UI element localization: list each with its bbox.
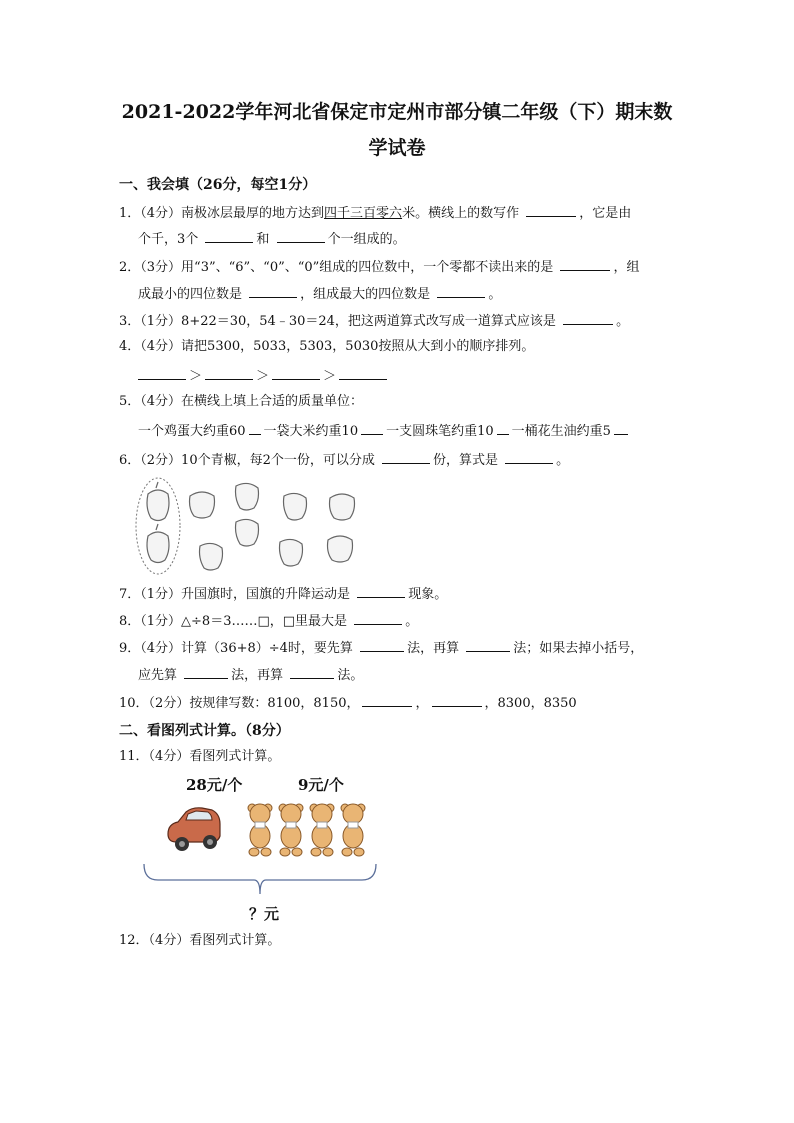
question-1-continued: 个千，3个 和 个一组成的。 (138, 229, 406, 249)
section-heading-picture-calc: 二、看图列式计算。（8分） (119, 723, 290, 739)
answer-blank[interactable] (362, 693, 412, 707)
bear-price-label: 9元/个 (298, 776, 344, 794)
answer-blank[interactable] (205, 229, 253, 243)
question-12: 12．（4分）看图列式计算。 (119, 933, 281, 948)
section-heading-fill: 一、我会填（26分，每空1分） (119, 177, 317, 193)
question-5: 5．（4分）在横线上填上合适的质量单位： (119, 394, 364, 409)
pepper-icon (328, 536, 353, 562)
answer-blank[interactable] (205, 366, 253, 380)
pepper-icon (147, 482, 169, 521)
answer-blank[interactable] (432, 693, 482, 707)
question-9-continued: 应先算 法，再算 法。 (138, 665, 363, 685)
teddy-bear-icon (341, 804, 365, 856)
green-peppers-illustration (134, 476, 374, 576)
total-unknown-label: ？元 (249, 905, 280, 923)
answer-blank[interactable] (614, 421, 628, 435)
question-6: 6．（2分）10个青椒，每2个一份，可以分成 份，算式是 。 (119, 450, 569, 470)
question-2: 2．（3分）用“3”、“6”、“0”、“0”组成的四位数中，一个零都不读出来的是 ，组 (119, 257, 639, 277)
pepper-icon (190, 492, 215, 518)
question-3: 3．（1分）8+22＝30，54﹣30＝24，把这两道算式改写成一道算式应该是 。 (119, 311, 629, 331)
answer-blank[interactable] (272, 366, 320, 380)
answer-blank[interactable] (497, 421, 509, 435)
teddy-bears-illustration (244, 800, 370, 858)
answer-blank[interactable] (138, 366, 186, 380)
page-title: 2021-2022学年河北省保定市定州市部分镇二年级（下）期末数 (121, 101, 673, 123)
question-8: 8．（1分）△÷8＝3……□，□里最大是 。 (119, 611, 418, 631)
pepper-icon (147, 524, 169, 563)
answer-blank[interactable] (466, 638, 510, 652)
pepper-icon (200, 543, 223, 570)
answer-blank[interactable] (382, 450, 430, 464)
answer-blank[interactable] (354, 611, 402, 625)
question-5-items: 一个鸡蛋大约重60 一袋大米约重10 一支圆珠笔约重10 一桶花生油约重5 (138, 421, 631, 441)
teddy-bear-icon (248, 804, 272, 856)
answer-blank[interactable] (360, 638, 404, 652)
answer-blank[interactable] (249, 284, 297, 298)
answer-blank[interactable] (361, 421, 383, 435)
answer-blank[interactable] (357, 584, 405, 598)
question-10: 10．（2分）按规律写数：8100，8150， ， ，8300，8350 (119, 693, 577, 713)
underlined-number: 四千三百零六 (324, 206, 403, 221)
question-2-continued: 成最小的四位数是 ，组成最大的四位数是 。 (138, 284, 501, 304)
teddy-bear-icon (310, 804, 334, 856)
answer-blank[interactable] (277, 229, 325, 243)
total-brace (142, 862, 378, 902)
answer-blank[interactable] (505, 450, 553, 464)
question-11: 11．（4分）看图列式计算。 (119, 749, 281, 764)
answer-blank[interactable] (526, 203, 576, 217)
question-4: 4．（4分）请把5300，5033，5303，5030按照从大到小的顺序排列。 (119, 339, 535, 354)
question-9: 9．（4分）计算（36+8）÷4时，要先算 法，再算 法；如果去掉小括号， (119, 638, 643, 658)
question-7: 7．（1分）升国旗时，国旗的升降运动是 现象。 (119, 584, 447, 604)
pepper-icon (236, 519, 259, 546)
page-title-continued: 学试卷 (368, 137, 426, 159)
answer-blank[interactable] (563, 311, 613, 325)
pepper-icon (236, 483, 259, 510)
pepper-icon (280, 539, 303, 566)
answer-blank[interactable] (184, 665, 228, 679)
teddy-bear-icon (279, 804, 303, 856)
answer-blank[interactable] (339, 366, 387, 380)
question-4-ordering: ＞ ＞ ＞ (138, 366, 390, 386)
car-price-label: 28元/个 (186, 776, 243, 794)
question-1: 1．（4分）南极冰层最厚的地方达到四千三百零六米。横线上的数写作 ，它是由 (119, 203, 631, 223)
answer-blank[interactable] (437, 284, 485, 298)
pepper-icon (284, 493, 307, 520)
answer-blank[interactable] (249, 421, 261, 435)
answer-blank[interactable] (290, 665, 334, 679)
toy-car-icon (164, 804, 224, 852)
answer-blank[interactable] (560, 257, 610, 271)
pepper-icon (330, 494, 355, 520)
